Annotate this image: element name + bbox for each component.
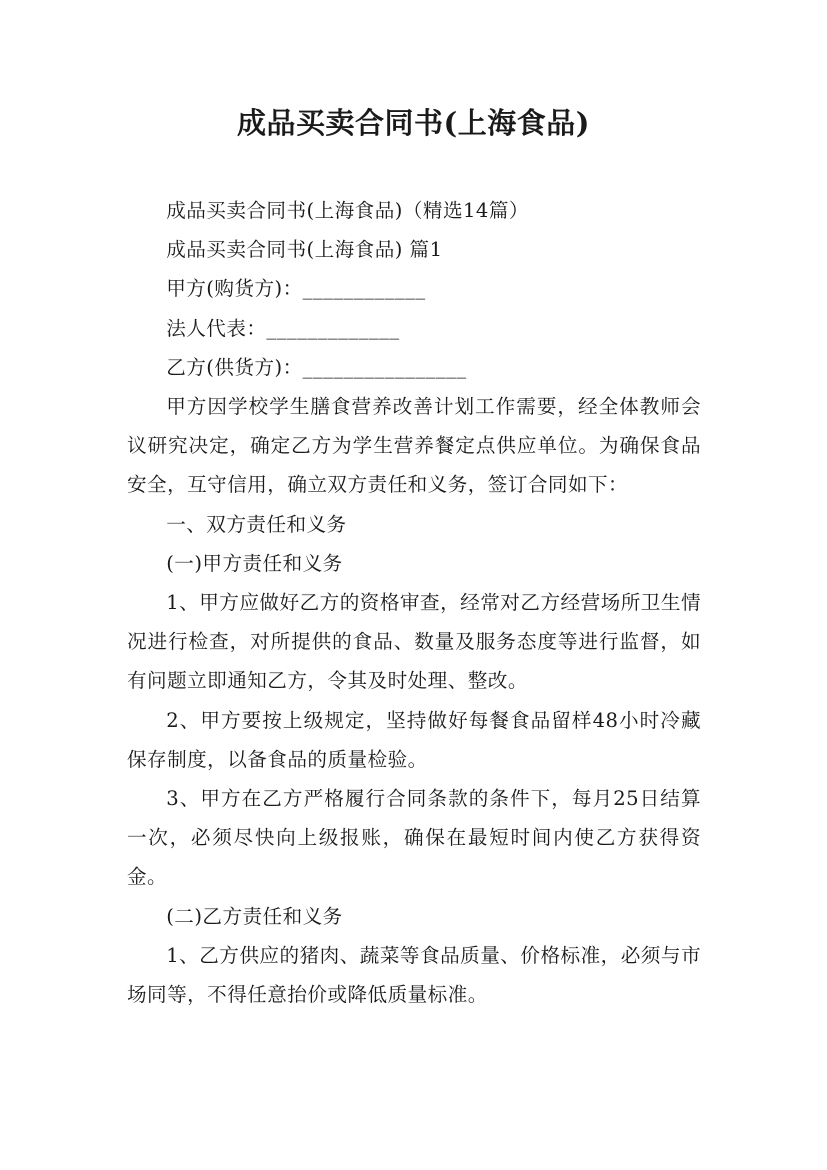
paragraph-clause-a1: 1、甲方应做好乙方的资格审查，经常对乙方经营场所卫生情况进行检查，对所提供的食品、数量及服务态度等进行监督，如有问题立即通知乙方，令其及时处理、整改。 [127, 591, 701, 693]
paragraph-heading-duties: 一、双方责任和义务 [166, 512, 347, 536]
document-body [127, 191, 701, 1014]
document-title: 成品买卖合同书(上海食品) [237, 106, 590, 140]
paragraph-preamble: 甲方因学校学生膳食营养改善计划工作需要，经全体教师会议研究决定，确定乙方为学生营养餐定点供应单位。为确保食品安全，互守信用，确立双方责任和义务，签订合同如下： [127, 395, 701, 497]
paragraph-legal-representative: 法人代表：_____________ [166, 316, 400, 340]
paragraph-section-heading: 成品买卖合同书(上海食品) 篇1 [166, 238, 443, 262]
paragraph-heading-party-a-duties: (一)甲方责任和义务 [166, 551, 343, 575]
paragraph-party-a: 甲方(购货方)：____________ [166, 277, 426, 301]
paragraph-heading-party-b-duties: (二)乙方责任和义务 [166, 904, 343, 928]
paragraph-clause-b1: 1、乙方供应的猪肉、蔬菜等食品质量、价格标准，必须与市场同等，不得任意抬价或降低质量标准。 [127, 943, 701, 1007]
paragraph-clause-a2: 2、甲方要按上级规定，坚持做好每餐食品留样48小时冷藏保存制度，以备食品的质量检验。 [127, 708, 701, 771]
paragraph-party-b: 乙方(供货方)：________________ [166, 355, 467, 379]
paragraph-subtitle: 成品买卖合同书(上海食品)（精选14篇） [166, 199, 529, 222]
paragraph-clause-a3: 3、甲方在乙方严格履行合同条款的条件下，每月25日结算一次，必须尽快向上级报账，确保在最短时间内使乙方获得资金。 [127, 787, 701, 889]
